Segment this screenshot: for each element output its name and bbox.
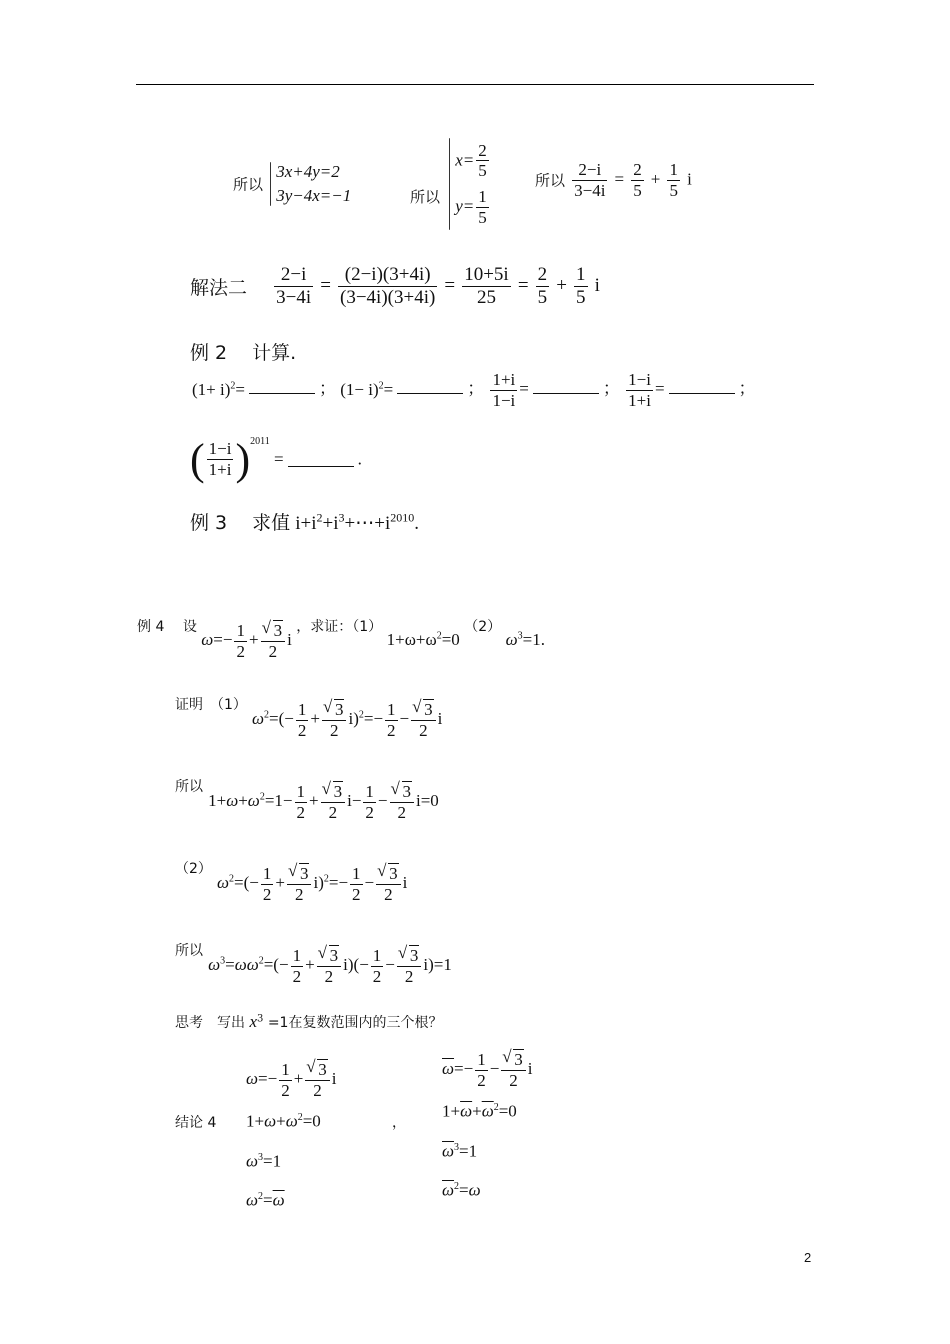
ex4-part2: ω [505,630,518,650]
blank-1 [249,379,315,394]
x-den: 5 [478,161,487,181]
proof-part2-label: （2） [175,861,212,877]
imag-unit: i [687,169,692,189]
blank-5 [288,452,354,467]
sep-3: ； [602,378,620,398]
m2-f4-den: 5 [537,286,548,308]
ex3-e2010: 2010 [390,510,415,525]
page-number: 2 [804,1250,812,1265]
suoyi-label: 所以 [233,175,264,194]
conclusion-label: 结论 4 [175,1115,217,1131]
ex2-c-den: 1−i [492,390,516,410]
r2-den: 5 [669,180,678,200]
y-solution [455,187,491,227]
r1-den: 5 [633,180,642,200]
proof-suoyi-2: 所以 [175,943,203,959]
ex4-prove: ，求证：（1） [296,619,383,636]
ex3-line [190,508,419,535]
plus-sign: + [650,169,661,189]
ex4-she: 设 [182,619,197,636]
think-x: x [249,1012,257,1031]
y-label: y= [455,196,475,216]
row1-group-a [233,160,351,208]
think-line [175,1012,442,1032]
conc-l3-tail: =1 [263,1151,282,1171]
ex4-line: 例 4 设 ω=− $\frac{1}{2}$ + √ $\frac{3}{2}$ i ，求证：（1） $1+\omega+\omega^2=0$ （2） $\omega^3=1$. [137,607,545,647]
ex2-c-num: 1+i [492,370,516,389]
ex2-a-exp: 2 [230,380,236,392]
m2-f4-num: 2 [537,264,548,285]
ex2-b-exp: 2 [378,380,384,392]
header-rule [136,84,814,85]
m2-f5-den: 5 [576,286,586,308]
proof-label: 证明 （1） [175,697,247,713]
equation-system [276,160,351,208]
proof2-product: 所以 $\omega^3=\omega\omega^2=(-$ $\frac{1}{2}$ + √ $\frac{3}{2}$ i)(− $\frac{1}{2}$ − √ $\frac{3}{2}$ i)=1 [175,940,452,980]
blank-2 [397,379,463,394]
sep-1: ； [318,378,336,398]
ex2-b: (1− i) [340,380,379,400]
conclusion-left: ω=− $\frac{1}{2}$ + √ $\frac{3}{2}$ i $1+\omega+\omega^2=0$ $\omega^3=1$ $\omega^2=\overline{\omega}$ [246,1060,337,1219]
ex3-c: +⋯+i [344,513,391,534]
ex4-label: 例 4 [137,619,165,636]
proof1-sum: 所以 $1+\omega+\omega^2=1-$ $\frac{1}{2}$ + √ $\frac{3}{2}$ i− $\frac{1}{2}$ − √ $\frac{3}{2}$ i=0 [175,776,439,816]
left-brace-2 [449,138,450,230]
ex2-line2: ( $\frac{1-i}{1+i}$ )$^{2011}$ = . [190,435,362,484]
ex3-b: +i [322,513,339,534]
y-num: 1 [478,187,487,206]
proof2-line: （2） $\omega^2=(-$ $\frac{1}{2}$ + √ $\frac{3}{2}$ i)$^2$=− $\frac{1}{2}$ − √ $\frac{3}{2}$ i [175,858,407,898]
sep-4: ； [738,378,756,398]
think-rest: =1在复数范围内的三个根？ [267,1015,443,1031]
sep-2: ； [467,378,485,398]
ex2-e-exp: 2011 [250,436,270,447]
ex2-d-num: 1−i [628,370,651,389]
m2-f1-num: 2−i [274,264,313,287]
y-den: 5 [478,207,487,227]
m2-f3-den: 25 [476,286,496,308]
left-brace [270,162,271,206]
proof1-line: 证明 （1） $\omega^2=(-$ $\frac{1}{2}$ + √ $\frac{3}{2}$ i)$^2$=− $\frac{1}{2}$ − √ $\frac{3}{2}$ i [175,694,442,734]
think-label: 思考 写出 [175,1015,245,1031]
equation-1: 3x+4y=2 [276,162,340,181]
blank-3 [533,379,599,394]
proof-suoyi: 所以 [175,779,203,795]
method2-label: 解法二 [190,276,248,299]
suoyi-label-2: 所以 [410,187,441,206]
suoyi-label-3: 所以 [535,171,566,190]
ex4-part2-tail: =1 [522,630,541,650]
ex2-d-den: 1+i [628,390,651,410]
row1-group-c [535,160,692,200]
lhs-num: 2−i [572,160,607,181]
ex2-e-den: 1+i [208,460,232,479]
ex2-title: 例 2 计算. [190,342,297,364]
ex2-e-num: 1−i [208,439,232,459]
solution-system [455,141,491,227]
conc-l1-tail: =0 [302,1111,321,1131]
m2-f5-num: 1 [576,264,586,285]
conc-l2: ω [246,1151,259,1171]
x-solution [455,141,491,181]
equals-sign: = [614,169,625,189]
ex4-part2-label: （2） [464,619,502,636]
row1-group-b [410,138,491,230]
x-num: 2 [478,140,487,160]
lhs-den: 3−4i [574,180,606,200]
method2-line: 解法二 $\frac{2-i}{3-4i}$ = $\frac{(2-i)(3+4i)}{(3-4i)(3+4i)}$ = $\frac{10+5i}{25}$ = $\frac{2}{5}$ + $\frac{1}{5}$ i [190,264,600,308]
think-exp: 3 [257,1013,264,1025]
equation-2: 3y−4x=−1 [276,186,352,205]
x-label: x= [455,150,475,170]
ex3-title: 例 3 求值 [190,512,291,534]
m2-f1-den: 3−4i [276,286,312,308]
r2-num: 1 [669,160,678,179]
ex4-part1: 1+ω+ω [386,630,437,650]
m2-f2-num: (2−i)(3+4i) [338,264,437,287]
ex4-omega: ω [201,630,214,650]
conclusion-comma: ， [392,1115,406,1131]
blank-4 [669,379,735,394]
r1-num: 2 [633,160,642,179]
m2-f3-num: 10+5i [464,264,509,285]
ex3-e3: 3 [338,510,345,525]
ex3-end: . [414,513,420,534]
ex2-line1: $(1+ i)^2=$ ； $(1- i)^2=$ ； $\frac{1+i}{1-i}$ = ； $\frac{1-i}{1+i}$ = ； [192,370,756,410]
ex2-end: . [357,449,362,469]
ex3-a: i+i [295,513,317,534]
ex2-a: (1+ i) [192,380,231,400]
ex4-part1-tail: =0 [441,630,460,650]
m2-f2-den: (3−4i)(3+4i) [340,286,436,308]
conclusion-right: $\overline{\omega}=-$ $\frac{1}{2}$ − √ $\frac{3}{2}$ i $1+\overline{\omega}+\overline{\omega}^2=0$ $\overline{\omega}^3=1$ $\overline{\omega}^2=\omega$ [442,1050,533,1209]
ex3-e2: 2 [316,510,323,525]
